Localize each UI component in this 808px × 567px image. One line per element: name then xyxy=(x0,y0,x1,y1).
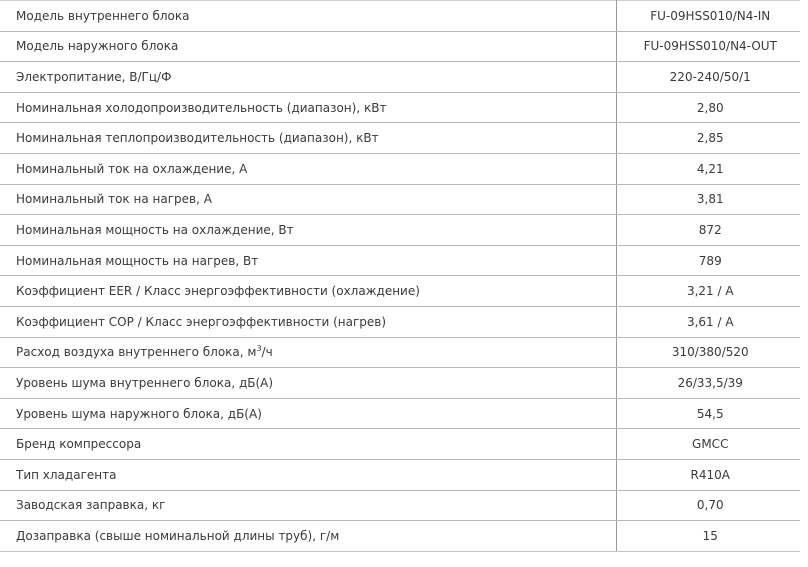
table-row xyxy=(0,337,800,368)
spec-name: Бренд компрессора xyxy=(0,429,616,460)
table-row xyxy=(0,31,800,62)
spec-name xyxy=(0,337,616,368)
spec-value: FU-09HSS010/N4-IN xyxy=(616,1,800,32)
table-row xyxy=(0,123,800,154)
spec-value: 3,61 / A xyxy=(616,306,800,337)
spec-value: 789 xyxy=(616,245,800,276)
table-row xyxy=(0,306,800,337)
spec-value: R410A xyxy=(616,459,800,490)
spec-value: 2,85 xyxy=(616,123,800,154)
table-row xyxy=(0,521,800,552)
spec-name-suffix: /ч xyxy=(261,345,273,360)
table-row xyxy=(0,429,800,460)
spec-value: GMCC xyxy=(616,429,800,460)
spec-value: 4,21 xyxy=(616,153,800,184)
table-row xyxy=(0,215,800,246)
spec-name: Номинальный ток на охлаждение, А xyxy=(0,153,616,184)
table-row xyxy=(0,184,800,215)
spec-name: Коэффициент COP / Класс энергоэффективности (нагрев) xyxy=(0,306,616,337)
spec-name: Номинальный ток на нагрев, А xyxy=(0,184,616,215)
spec-name: Коэффициент EER / Класс энергоэффективности (охлаждение) xyxy=(0,276,616,307)
spec-value: 15 xyxy=(616,521,800,552)
table-row xyxy=(0,368,800,399)
table-row xyxy=(0,459,800,490)
table-row xyxy=(0,62,800,93)
spec-value: 310/380/520 xyxy=(616,337,800,368)
spec-name: Номинальная теплопроизводительность (диапазон), кВт xyxy=(0,123,616,154)
spec-value: 2,80 xyxy=(616,92,800,123)
spec-value: 54,5 xyxy=(616,398,800,429)
spec-name: Модель внутреннего блока xyxy=(0,1,616,32)
spec-name: Уровень шума наружного блока, дБ(А) xyxy=(0,398,616,429)
spec-name-prefix: Расход воздуха внутреннего блока, м xyxy=(16,345,257,360)
spec-name: Номинальная мощность на нагрев, Вт xyxy=(0,245,616,276)
spec-name: Номинальная холодопроизводительность (диапазон), кВт xyxy=(0,92,616,123)
spec-name: Заводская заправка, кг xyxy=(0,490,616,521)
spec-value: 3,81 xyxy=(616,184,800,215)
spec-value: 26/33,5/39 xyxy=(616,368,800,399)
spec-value: 0,70 xyxy=(616,490,800,521)
spec-name: Номинальная мощность на охлаждение, Вт xyxy=(0,215,616,246)
table-row xyxy=(0,245,800,276)
spec-value: 872 xyxy=(616,215,800,246)
spec-name: Уровень шума внутреннего блока, дБ(А) xyxy=(0,368,616,399)
spec-name-superscript: 3 xyxy=(256,344,262,354)
table-row xyxy=(0,92,800,123)
table-row xyxy=(0,490,800,521)
spec-value: 3,21 / A xyxy=(616,276,800,307)
spec-name: Модель наружного блока xyxy=(0,31,616,62)
spec-name: Дозаправка (свыше номинальной длины труб), г/м xyxy=(0,521,616,552)
spec-value: 220-240/50/1 xyxy=(616,62,800,93)
table-row xyxy=(0,153,800,184)
spec-name: Тип хладагента xyxy=(0,459,616,490)
spec-name: Электропитание, В/Гц/Ф xyxy=(0,62,616,93)
spec-value: FU-09HSS010/N4-OUT xyxy=(616,31,800,62)
table-row xyxy=(0,276,800,307)
table-row xyxy=(0,398,800,429)
table-row xyxy=(0,1,800,32)
